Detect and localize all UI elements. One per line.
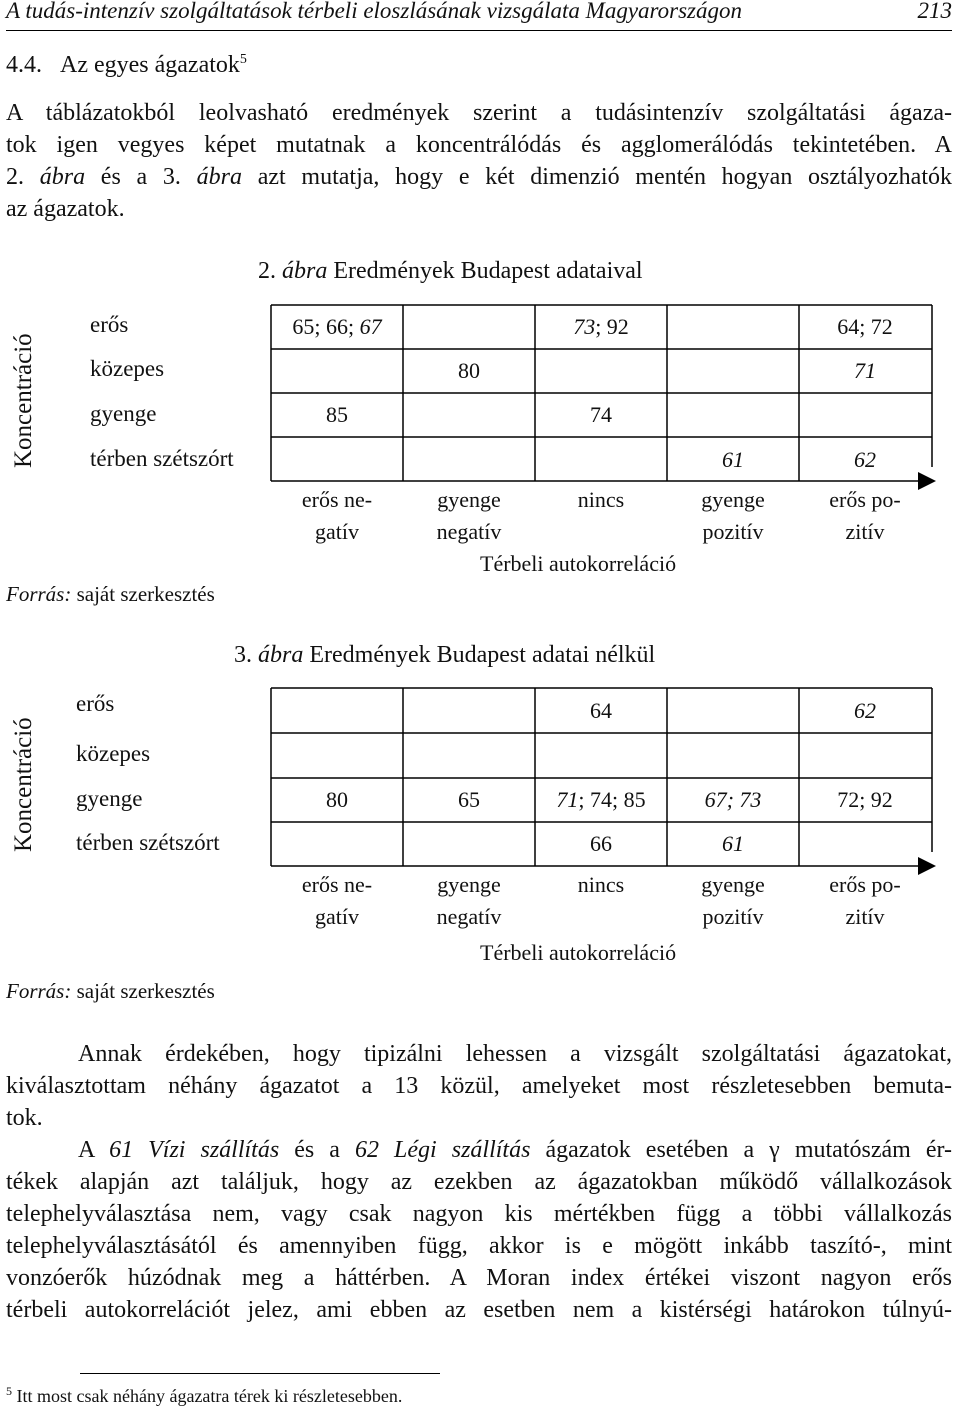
figure2-cell: 85 [326,402,348,427]
text-line: tok igen vegyes képet mutatnak a koncentrálódás és agglomerálódás tekintetében. A [6,132,952,158]
text-line: telephelyválasztásától és amennyiben függ, akkor is e mögött inkább taszító-, mint [6,1233,952,1259]
figure3-cell: 80 [326,787,348,812]
figure2-row-label: közepes [90,356,165,381]
figure2-cell: 64; 72 [837,314,893,339]
figure2-y-axis-label: Koncentráció [10,333,37,468]
figure2-cell: 71 [854,358,876,383]
figure3-x-category: erős ne- gatív [301,872,373,929]
text-line: telephelyválasztása nem, vagy csak nagyon kis mértékben függ a többi vállalkozás [6,1201,952,1227]
figure3-x-category: gyenge pozitív [701,872,765,929]
figure2-cell: 80 [458,358,480,383]
figure3-caption: 3. ábra Eredmények Budapest adatai nélkül [234,642,656,668]
figure3-y-axis-label: Koncentráció [10,717,37,852]
figure2-x-category: gyenge pozitív [701,487,765,544]
figure3-source: Forrás: saját szerkesztés [6,979,215,1003]
figure3-cell: 61 [722,831,744,856]
figure3-x-axis-label: Térbeli autokorreláció [480,940,677,965]
figure2-row-label: erős [90,312,129,337]
text-line: tékek alapján azt találjuk, hogy az ezekben az ágazatokban működő vállalkozások [6,1169,952,1195]
figure2-row-label: térben szétszórt [90,446,234,471]
figure2-row-label: gyenge [90,401,157,426]
figure2-cell: 62 [854,447,876,472]
figure2-x-category: erős po- zitív [829,487,901,544]
figure2-x-category: nincs [577,487,625,512]
text-line: Annak érdekében, hogy tipizálni lehessen a vizsgált szolgáltatási ágazatokat, [78,1041,952,1067]
body-paragraph [6,1038,952,1134]
text-line: az ágazatok. [6,196,125,222]
text-line: térbeli autokorrelációt jelez, ami ebben az esetben nem a kistérségi határokon túlnyú- [6,1297,952,1323]
figure2-x-axis-label: Térbeli autokorreláció [480,551,677,576]
figure3-row-label: közepes [76,741,151,766]
page-number: 213 [917,0,952,23]
running-title: A tudás-intenzív szolgáltatások térbeli eloszlásának vizsgálata Magyarországon [6,0,742,23]
figure3-x-category: erős po- zitív [829,872,901,929]
figure3-cell: 62 [854,698,876,723]
figure2-source: Forrás: saját szerkesztés [6,582,215,606]
figure3-cell: 66 [590,831,612,856]
footnote-number: 5 [6,1384,12,1398]
footnote [6,1384,402,1407]
figure3-row-label: erős [76,691,115,716]
footnote-divider [80,1373,440,1374]
figure2-x-category: gyenge negatív [436,487,502,544]
figure2-caption: 2. ábra Eredmények Budapest adataival [258,258,643,284]
figure2-cell: 74 [590,402,612,427]
figure2-cell: 65; 66; 67 [292,314,382,339]
figure3-cell: 67; 73 [704,787,762,812]
text-line: vonzóerők húzódnak meg a háttérben. A Moran index értékei viszont nagyon erős [6,1265,952,1291]
figure2-x-category: erős ne- gatív [301,487,373,544]
figure3-cell: 64 [590,698,612,723]
section-title: Az egyes ágazatok [60,52,240,78]
footnote-text: Itt most csak néhány ágazatra térek ki részletesebben. [16,1386,403,1406]
text-line: A 61 Vízi szállítás és a 62 Légi szállítás ágazatok esetében a γ mutatószám ér- [78,1137,952,1163]
figure3-cell: 72; 92 [837,787,893,812]
text-line: 2. ábra és a 3. ábra azt mutatja, hogy e két dimenzió mentén hogyan osztályozhatók [6,164,952,190]
text-line: kiválasztottam néhány ágazatot a 13 közül, amelyeket most részletesebben bemuta- [6,1073,952,1099]
section-number: 4.4. [6,52,42,78]
footnote-ref: 5 [239,52,247,67]
figure3-row-label: térben szétszórt [76,830,220,855]
figure3-x-category: nincs [577,872,625,897]
figure3-x-category: gyenge negatív [436,872,502,929]
text-line: A táblázatokból leolvasható eredmények szerint a tudásintenzív szolgáltatási ágaza- [6,100,952,126]
body-paragraph [6,1134,952,1326]
figure3-cell: 71; 74; 85 [556,787,646,812]
figure2-cell: 73; 92 [573,314,629,339]
text-line: tok. [6,1105,43,1131]
figure2-cell: 61 [722,447,744,472]
figure3-row-label: gyenge [76,786,143,811]
figure3-cell: 65 [458,787,480,812]
